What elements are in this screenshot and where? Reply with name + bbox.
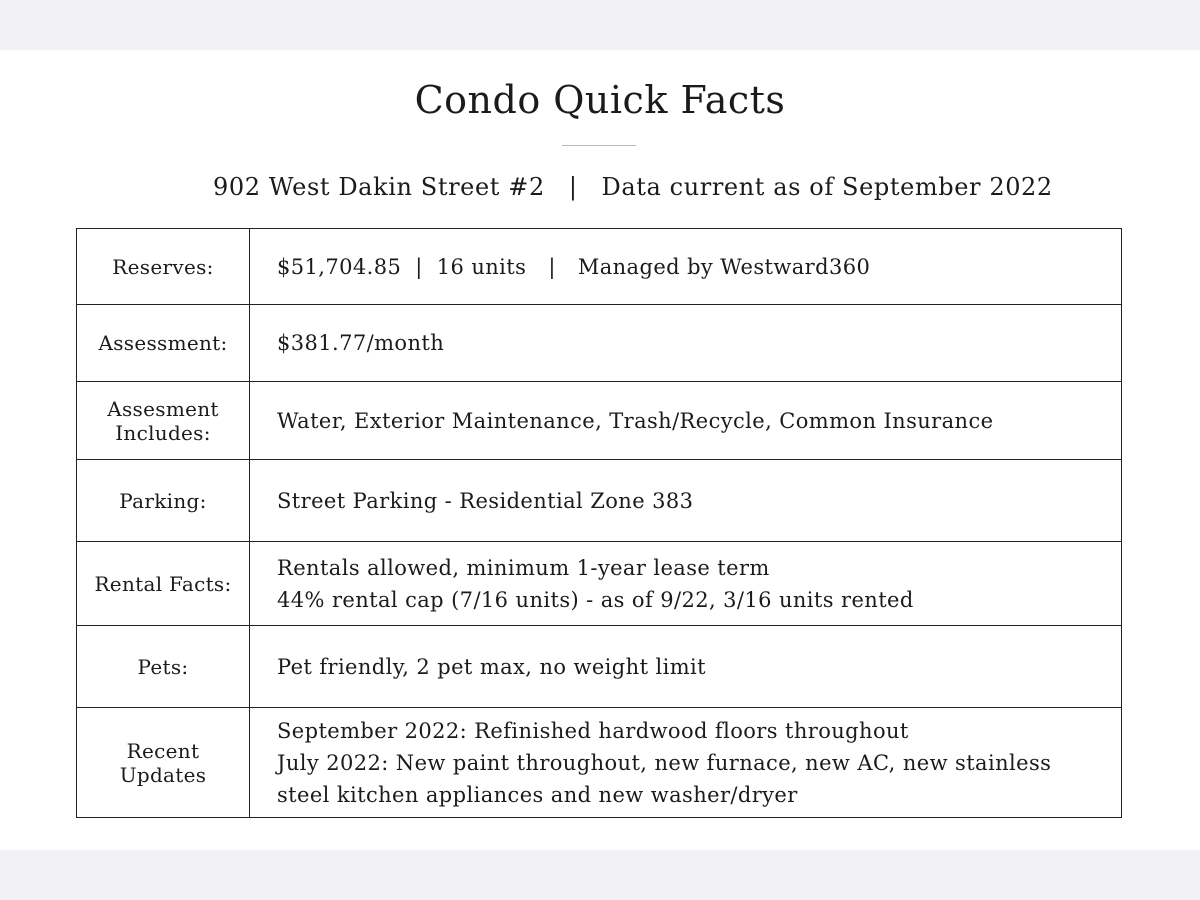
assessment-includes-label <box>77 382 250 460</box>
recent-updates-label-line2: Updates <box>119 762 207 787</box>
parking-label: Parking: <box>77 460 250 542</box>
title-divider <box>562 145 636 146</box>
assessment-label: Assessment: <box>77 305 250 382</box>
recent-updates-line3: steel kitchen appliances and new washer/dryer <box>277 782 798 807</box>
reserves-separator-1: | <box>415 254 423 279</box>
rental-facts-line2: 44% rental cap (7/16 units) - as of 9/22, 3/16 units rented <box>277 587 914 612</box>
assessment-includes-label-line1: Assesment <box>107 396 219 421</box>
pets-label: Pets: <box>77 626 250 708</box>
reserves-label: Reserves: <box>77 229 250 305</box>
recent-updates-line1: September 2022: Refinished hardwood floors throughout <box>277 718 909 743</box>
parking-value: Street Parking - Residential Zone 383 <box>250 460 1122 542</box>
reserves-value <box>250 229 1122 305</box>
rental-facts-value <box>250 542 1122 626</box>
subtitle <box>213 173 1053 201</box>
data-current-text: Data current as of September 2022 <box>601 173 1053 201</box>
recent-updates-label-line1: Recent <box>126 738 200 763</box>
table-row-pets <box>77 626 1122 708</box>
reserves-managed: Managed by Westward360 <box>577 254 871 279</box>
rental-facts-line1: Rentals allowed, minimum 1-year lease term <box>277 555 770 580</box>
table-row-assessment <box>77 305 1122 382</box>
page-title: Condo Quick Facts <box>414 78 786 122</box>
table-row-rental-facts <box>77 542 1122 626</box>
recent-updates-line2: July 2022: New paint throughout, new furnace, new AC, new stainless <box>277 750 1052 775</box>
table-row-parking <box>77 460 1122 542</box>
recent-updates-label <box>77 708 250 818</box>
facts-table <box>76 228 1122 818</box>
assessment-includes-value: Water, Exterior Maintenance, Trash/Recycle, Common Insurance <box>250 382 1122 460</box>
table-row-assessment-includes <box>77 382 1122 460</box>
assessment-value: $381.77/month <box>250 305 1122 382</box>
reserves-separator-2: | <box>548 254 556 279</box>
reserves-amount: $51,704.85 <box>277 254 402 279</box>
recent-updates-value <box>250 708 1122 818</box>
subtitle-separator: | <box>568 173 578 201</box>
address-text: 902 West Dakin Street #2 <box>213 173 545 201</box>
assessment-includes-label-line2: Includes: <box>115 420 211 445</box>
rental-facts-label: Rental Facts: <box>77 542 250 626</box>
table-row-recent-updates <box>77 708 1122 818</box>
pets-value: Pet friendly, 2 pet max, no weight limit <box>250 626 1122 708</box>
reserves-units: 16 units <box>436 254 527 279</box>
table-row-reserves <box>77 229 1122 305</box>
